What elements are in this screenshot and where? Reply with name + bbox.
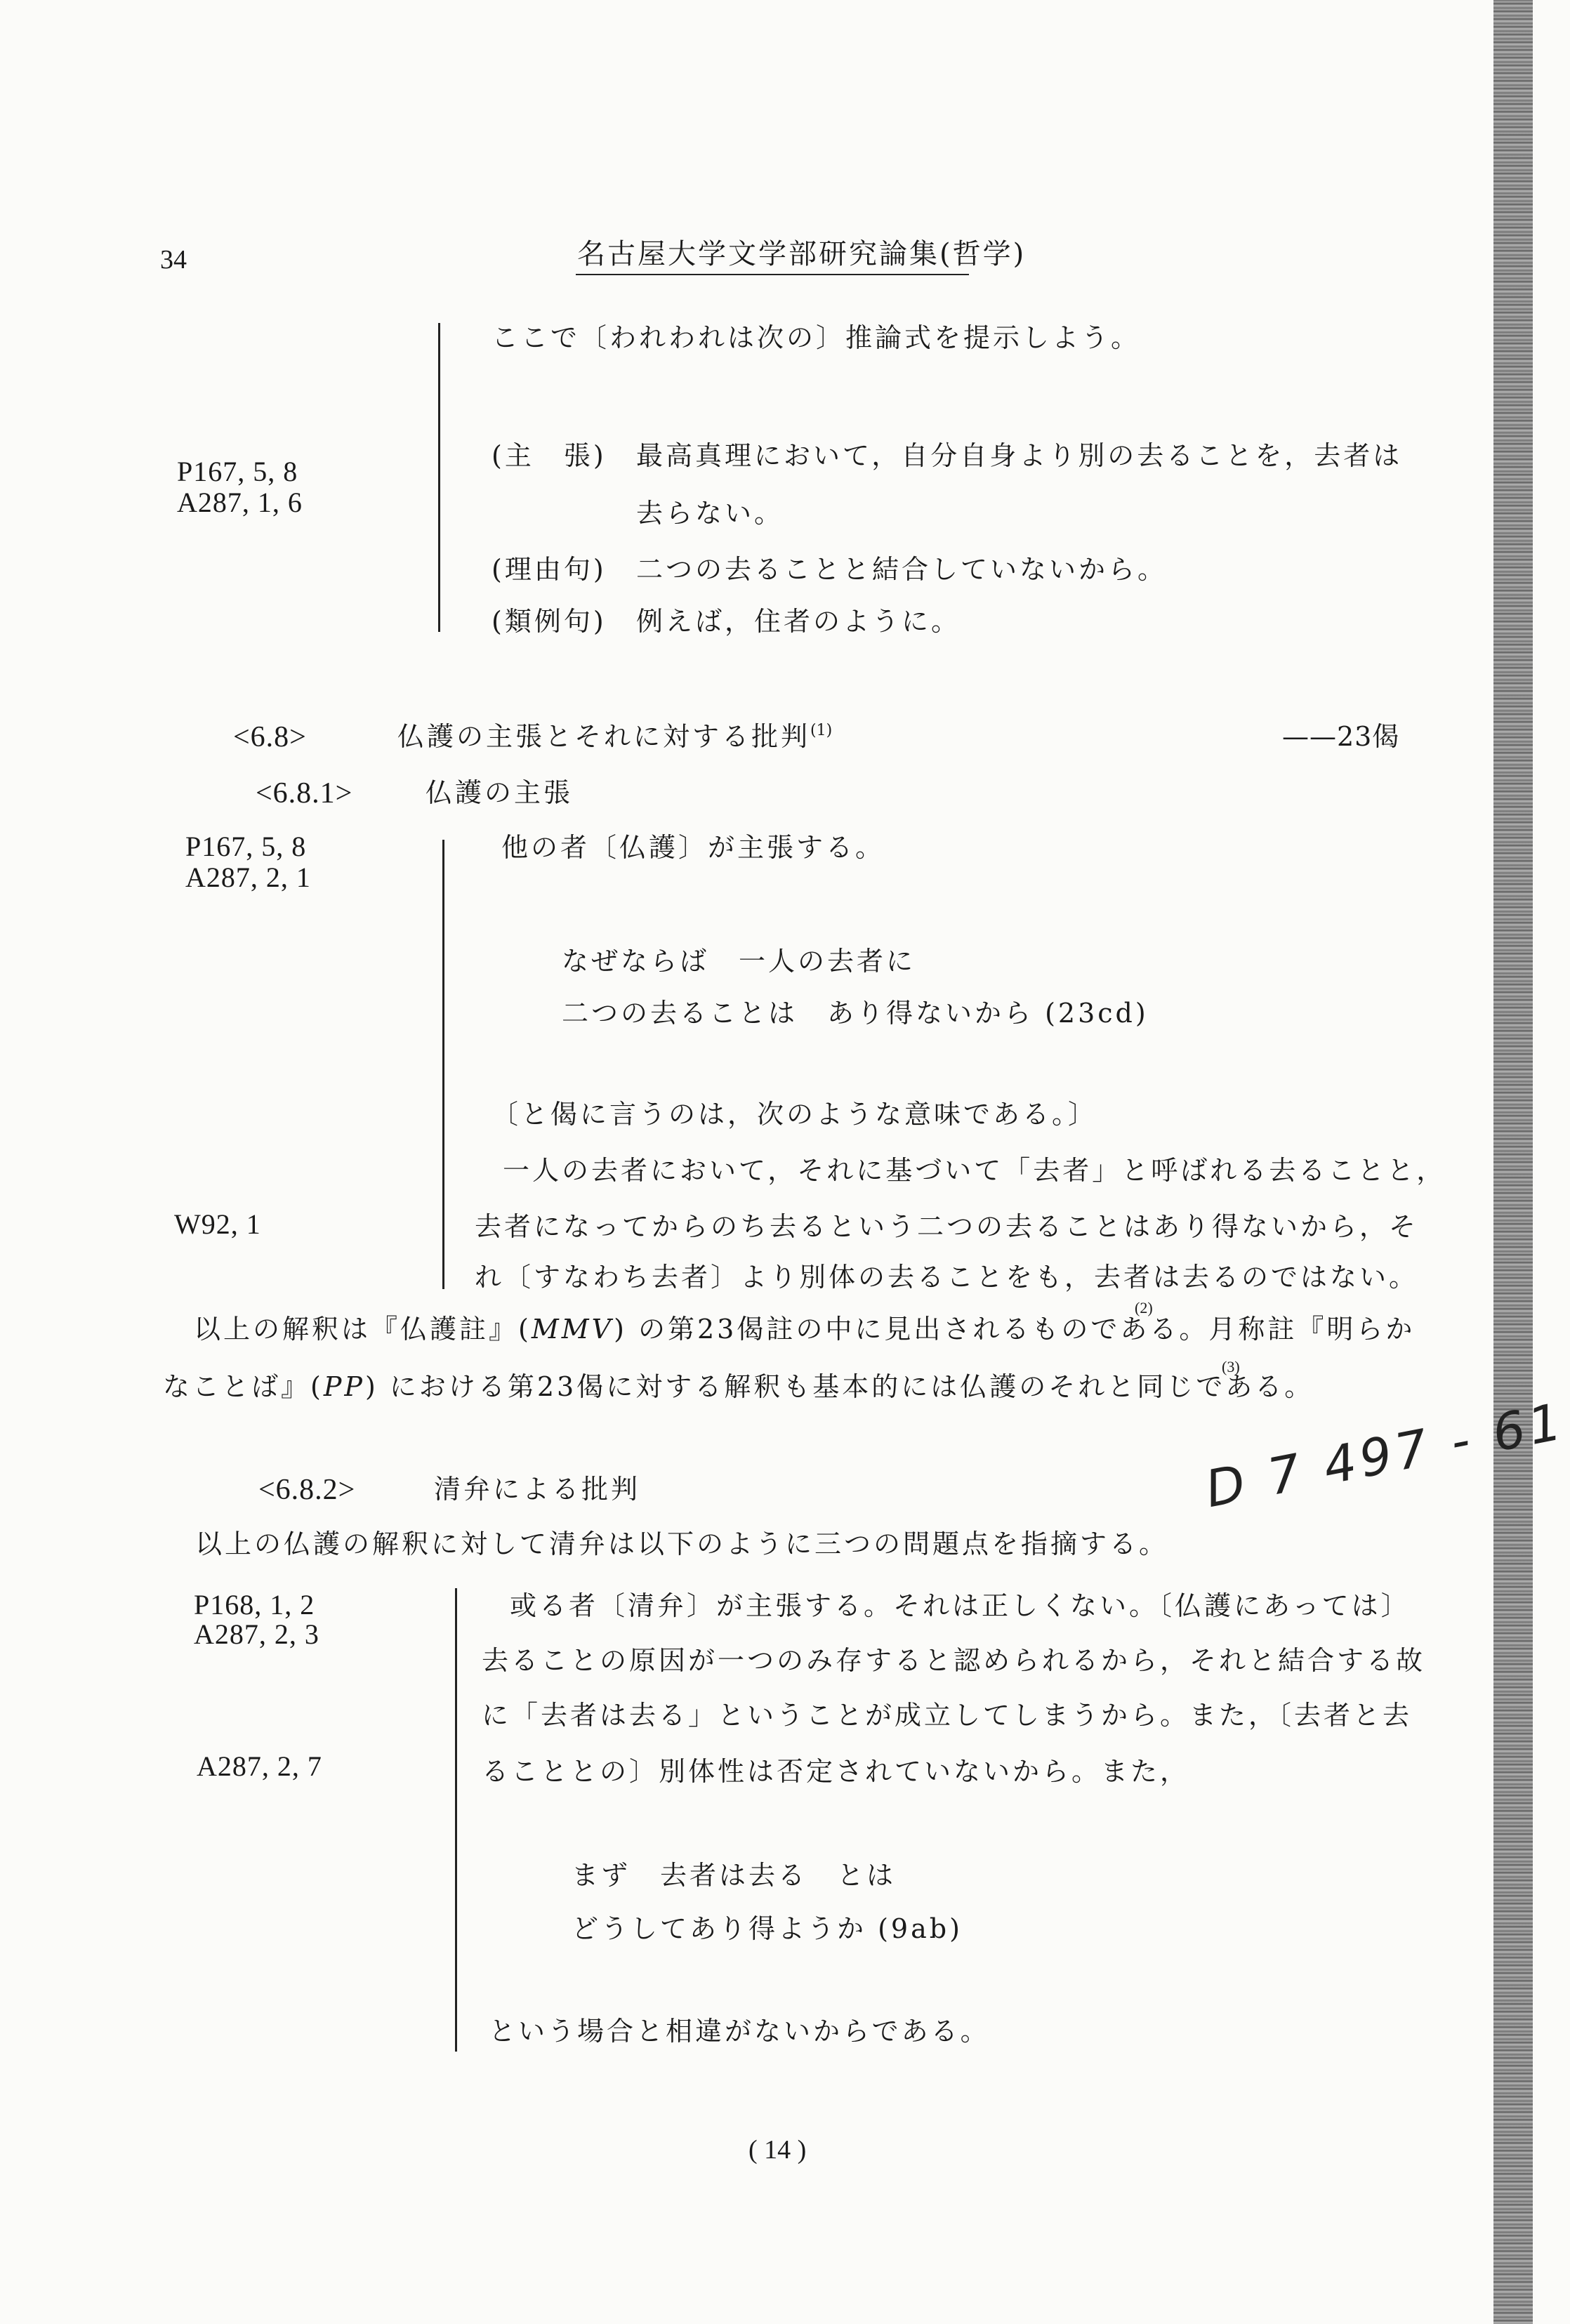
- body-line: に「去者は去る」ということが成立してしまうから。また，〔去者と去: [482, 1700, 1413, 1731]
- footnote-marker: (2): [1135, 1299, 1153, 1316]
- margin-ref: A287, 2, 1: [185, 861, 311, 893]
- page-number: 34: [160, 245, 187, 275]
- running-title: 名古屋大学文学部研究論集(哲学): [577, 238, 1027, 270]
- body-line: 去ることの原因が一つのみ存すると認められるから，それと結合する故: [482, 1645, 1426, 1676]
- margin-ref: A287, 1, 6: [177, 487, 303, 518]
- page-footer: ( 14 ): [748, 2135, 807, 2165]
- subsection-title: 仏護の主張: [426, 777, 574, 808]
- closing-line: という場合と相違がないからである。: [489, 2016, 990, 2047]
- handwritten-call-number: D 7 497 - 61: [1200, 1391, 1570, 1519]
- syllogism-text: 去らない。: [636, 498, 784, 529]
- syllogism-label: (理由句): [492, 554, 607, 585]
- syllogism-text: 二つの去ることと結合していないから。: [636, 554, 1168, 585]
- syllogism-label: (主 張): [492, 440, 607, 471]
- body-line: ることとの〕別体性は否定されていないから。また，: [482, 1756, 1190, 1787]
- footnote-marker: (3): [1222, 1358, 1240, 1375]
- verse-line: 二つの去ることは あり得ないから (23cd): [562, 998, 1149, 1029]
- margin-ref: P167, 5, 8: [177, 456, 298, 487]
- paragraph-line: 以上の解釈は『仏護註』(MMV) の第23偈註の中に見出されるものである。月称註『明らか: [194, 1314, 1416, 1345]
- margin-ref: P168, 1, 2: [194, 1589, 315, 1620]
- verse-line: なぜならば 一人の去者に: [562, 946, 916, 977]
- intro-line: ここで〔われわれは次の〕推論式を提示しよう。: [492, 322, 1141, 353]
- body-line: 去者になってからのち去るという二つの去ることはあり得ないから，そ: [475, 1211, 1419, 1242]
- section-title: 仏護の主張とそれに対する批判$^{(1)}$: [397, 721, 833, 752]
- margin-rule: [438, 323, 440, 632]
- subsection-title: 清弁による批判: [434, 1474, 641, 1505]
- header-underline: [576, 274, 969, 275]
- syllogism-text: 例えば，住者のように。: [636, 606, 961, 637]
- section-number: <6.8>: [233, 721, 307, 753]
- margin-ref: A287, 2, 3: [194, 1618, 319, 1650]
- margin-ref: W92, 1: [174, 1208, 261, 1240]
- scan-edge-shadow: [1493, 0, 1533, 2324]
- footnote-marker: (1): [810, 722, 833, 739]
- paragraph-line: なことば』(PP) における第23偈に対する解釈も基本的には仏護のそれと同じである。: [163, 1371, 1314, 1402]
- verse-line: まず 去者は去る とは: [572, 1860, 897, 1891]
- lead-line: 以上の仏護の解釈に対して清弁は以下のように三つの問題点を指摘する。: [195, 1529, 1169, 1559]
- verse-line: どうしてあり得ようか (9ab): [572, 1913, 963, 1944]
- margin-ref: A287, 2, 7: [197, 1750, 322, 1782]
- syllogism-label: (類例句): [492, 606, 607, 637]
- lead-line: 他の者〔仏護〕が主張する。: [501, 832, 885, 863]
- subsection-number: <6.8.1>: [256, 777, 353, 810]
- body-line: 一人の去者において，それに基づいて「去者」と呼ばれる去ることと，: [503, 1155, 1446, 1186]
- syllogism-text: 最高真理において，自分自身より別の去ることを，去者は: [636, 440, 1403, 471]
- margin-ref: P167, 5, 8: [185, 831, 307, 862]
- body-line: れ〔すなわち去者〕より別体の去ることをも，去者は去るのではない。: [475, 1262, 1419, 1293]
- margin-rule: [442, 840, 444, 1289]
- explanation-line: 〔と偈に言うのは，次のような意味である。〕: [492, 1099, 1098, 1130]
- margin-rule: [455, 1588, 457, 2052]
- body-line: 或る者〔清弁〕が主張する。それは正しくない。〔仏護にあっては〕: [510, 1590, 1411, 1621]
- subsection-number: <6.8.2>: [258, 1474, 356, 1506]
- verse-reference: ——23偈: [1282, 721, 1400, 752]
